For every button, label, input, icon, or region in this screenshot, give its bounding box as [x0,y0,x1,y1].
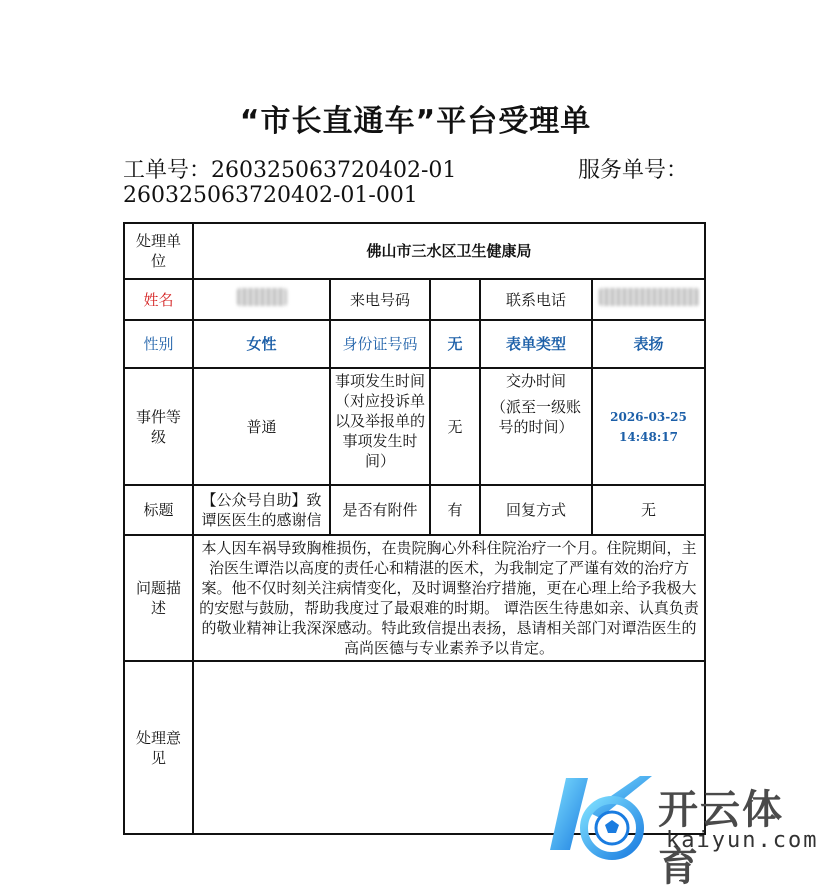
assign-time-value [592,368,705,485]
subject-value: 【公众号自助】致谭医医生的感谢信 [193,485,330,535]
form-type-label: 表单类型 [480,320,592,368]
assign-time-label-note: （派至一级账号的时间） [490,398,581,436]
name-label: 姓名 [124,279,193,320]
level-value: 普通 [193,368,330,485]
desc-label: 问题描述 [124,535,193,661]
desc-value: 本人因车祸导致胸椎损伤，在贵院胸心外科住院治疗一个月。住院期间，主治医生谭浩以高度的责任心和精湛的医术，为我制定了严谨有效的治疗方案。他不仅时刻关注病情变化，及时调整治疗措施，更在心理上给予我极大的安慰与鼓励，帮助我度过了最艰难的时期。 谭浩医生待患如亲、认真负责的敬业精神让我深深感动。特此致信提出表扬，恳请相关部门对谭浩医生的高尚医德与专业素养予以肯定。 [193,535,705,661]
unit-value: 佛山市三水区卫生健康局 [193,223,705,279]
contact-value-redacted [592,279,705,320]
opinion-label: 处理意见 [124,661,193,834]
service-order-label-line [578,153,688,184]
work-order-number: 260325063720402-01 [211,158,457,183]
name-value-redacted [193,279,330,320]
assign-time-label-main: 交办时间 [505,372,566,390]
attach-value: 有 [430,485,480,535]
level-label: 事件等级 [124,368,193,485]
gender-value: 女性 [193,320,330,368]
phone-in-label: 来电号码 [330,279,430,320]
row-name [124,279,705,320]
work-order-line [123,153,456,184]
kaiyun-watermark-logo [548,770,819,890]
row-level [124,368,705,485]
event-time-value: 无 [430,368,480,485]
watermark-en-text: kaiyun.com [666,828,819,853]
contact-label: 联系电话 [480,279,592,320]
assign-date: 2026-03-25 [610,409,687,424]
reply-value: 无 [592,485,705,535]
service-order-label: 服务单号： [578,158,689,183]
subject-label: 标题 [124,485,193,535]
event-time-label: 事项发生时间（对应投诉单以及举报单的事项发生时间） [330,368,430,485]
attach-label: 是否有附件 [330,485,430,535]
service-order-number: 260325063720402-01-001 [123,183,418,208]
id-label: 身份证号码 [330,320,430,368]
reply-label: 回复方式 [480,485,592,535]
form-type-value: 表扬 [592,320,705,368]
kaiyun-logo-icon [548,770,658,865]
row-description [124,535,705,661]
phone-in-value [430,279,480,320]
work-order-label: 工单号： [123,158,212,183]
acceptance-form-table [123,222,706,835]
row-gender [124,320,705,368]
watermark-cn-text: 开云体育 [658,787,784,890]
assign-clock: 14:48:17 [619,429,678,444]
id-value: 无 [430,320,480,368]
document-title: “市长直通车”平台受理单 [239,104,592,139]
unit-label: 处理单位 [124,223,193,279]
row-unit [124,223,705,279]
row-subject [124,485,705,535]
assign-time-label [480,368,592,485]
gender-label: 性别 [124,320,193,368]
